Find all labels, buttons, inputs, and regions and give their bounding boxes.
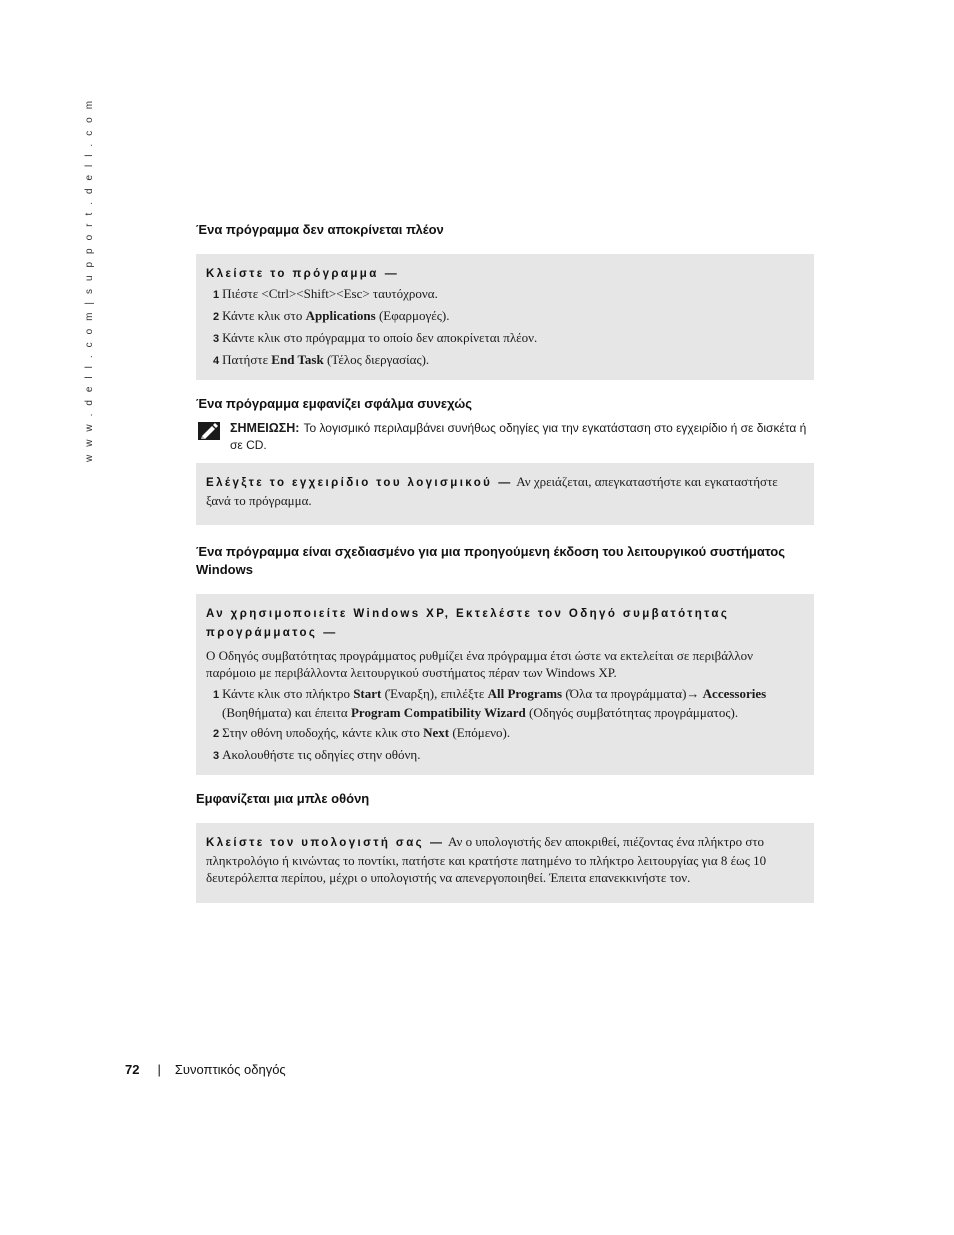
step-text: (Οδηγός συμβατότητας προγράμματος).	[525, 705, 739, 720]
note-text	[230, 420, 814, 454]
step-number: 1	[213, 289, 220, 301]
step-3	[206, 329, 804, 348]
box-text: Ο Οδηγός συμβατότητας προγράμματος ρυθμίζει ένα πρόγραμμα έτσι ώστε να εκτελείται σε περιβάλλον παρόμοιο με περιβάλλοντα λειτουργικού συστήματος πέραν των Windows XP.	[206, 648, 754, 680]
step-number: 3	[213, 333, 220, 345]
step-text: (Τέλος διεργασίας).	[323, 352, 430, 367]
step-text: (Βοηθήματα) και έπειτα	[222, 705, 351, 720]
step-number: 4	[213, 355, 220, 367]
step-1	[206, 685, 804, 721]
step-bold: Accessories	[702, 686, 767, 701]
step-text: Πιέστε <Ctrl><Shift><Esc> ταυτόχρονα.	[222, 286, 438, 301]
heading-error-repeatedly: Ένα πρόγραμμα εμφανίζει σφάλμα συνεχώς	[196, 396, 473, 411]
step-text: Στην οθόνη υποδοχής, κάντε κλικ στο	[222, 725, 424, 740]
step-text: (Εφαρμογές).	[375, 308, 450, 323]
step-text: Κάντε κλικ στο	[222, 308, 306, 323]
box-body	[206, 833, 804, 886]
dash: —	[323, 625, 336, 639]
step-text: (Όλα τα προγράμματα)→	[562, 686, 703, 701]
step-number: 1	[213, 689, 220, 701]
heading-older-windows: Ένα πρόγραμμα είναι σχεδιασμένο για μια προηγούμενη έκδοση του λειτουργικού συστήματος Windows	[196, 544, 785, 577]
dash: —	[498, 475, 511, 489]
note-label: ΣΗΜΕΙΩΣΗ:	[230, 421, 300, 435]
heading-not-responding: Ένα πρόγραμμα δεν αποκρίνεται πλέον	[196, 222, 444, 237]
page-footer	[125, 1062, 286, 1077]
box-text: Αν ο υπολογιστής δεν αποκριθεί, πιέζοντας ένα πλήκτρο στο πληκτρολόγιο ή κινώντας το ποντίκι, πατήστε και κρατήστε πατημένο το πλήκτρο λειτουργίας για 8 έως 10 δευτερόλεπτα περίπου, μέχρι ο υπολογιστής να απενεργοποιηθεί. Έπειτα επανεκκινήστε τον.	[206, 834, 767, 885]
note-pencil-icon	[198, 422, 220, 440]
box-title: Αν χρησιμοποιείτε Windows XP, Εκτελέστε τον Οδηγό συμβατότητας προγράμματος	[206, 608, 730, 639]
step-bold: End Task	[271, 352, 324, 367]
step-4	[206, 351, 804, 370]
step-bold: Applications	[305, 308, 376, 323]
page-number: 72	[125, 1062, 140, 1077]
note-body: Το λογισμικό περιλαμβάνει συνήθως οδηγίες για την εγκατάσταση στο εγχειρίδιο ή σε δισκέτα ή σε CD.	[230, 421, 807, 452]
step-2	[206, 724, 804, 743]
dash: —	[430, 835, 443, 849]
box-title: Κλείστε το πρόγραμμα	[206, 268, 379, 280]
step-2	[206, 307, 804, 326]
step-bold: All Programs	[487, 686, 563, 701]
step-number: 2	[213, 311, 220, 323]
box-body	[206, 473, 804, 509]
step-bold: Next	[423, 725, 450, 740]
sidebar-url: w w w . d e l l . c o m | s u p p o r t . d e l l . c o m	[84, 98, 95, 462]
step-bold: Start	[353, 686, 382, 701]
step-text: (Έναρξη), επιλέξτε	[381, 686, 488, 701]
step-text: Πατήστε	[222, 352, 272, 367]
step-text: Ακολουθήστε τις οδηγίες στην οθόνη.	[222, 747, 421, 762]
box-text: Αν χρειάζεται, απεγκαταστήστε και εγκαταστήστε ξανά το πρόγραμμα.	[206, 474, 778, 508]
box-title: Κλείστε τον υπολογιστή σας	[206, 837, 425, 849]
footer-separator: |	[157, 1062, 161, 1077]
step-1	[206, 285, 804, 304]
box-check-manual	[196, 463, 814, 525]
box-title-row	[206, 264, 804, 282]
step-3	[206, 746, 804, 765]
step-number: 2	[213, 728, 220, 740]
box-close-program	[196, 254, 814, 380]
note	[196, 420, 814, 454]
box-title-row	[206, 604, 804, 642]
step-text: Κάντε κλικ στο πρόγραμμα το οποίο δεν αποκρίνεται πλέον.	[222, 330, 538, 345]
step-number: 3	[213, 750, 220, 762]
dash: —	[384, 266, 397, 280]
step-text: (Επόμενο).	[449, 725, 511, 740]
box-title: Ελέγξτε το εγχειρίδιο του λογισμικού	[206, 477, 493, 489]
step-bold: Program Compatibility Wizard	[350, 705, 526, 720]
box-turn-off-computer	[196, 823, 814, 903]
step-text: Κάντε κλικ στο πλήκτρο	[222, 686, 354, 701]
box-compatibility-wizard	[196, 594, 814, 775]
heading-blue-screen: Εμφανίζεται μια μπλε οθόνη	[196, 791, 370, 806]
footer-title: Συνοπτικός οδηγός	[174, 1062, 286, 1077]
